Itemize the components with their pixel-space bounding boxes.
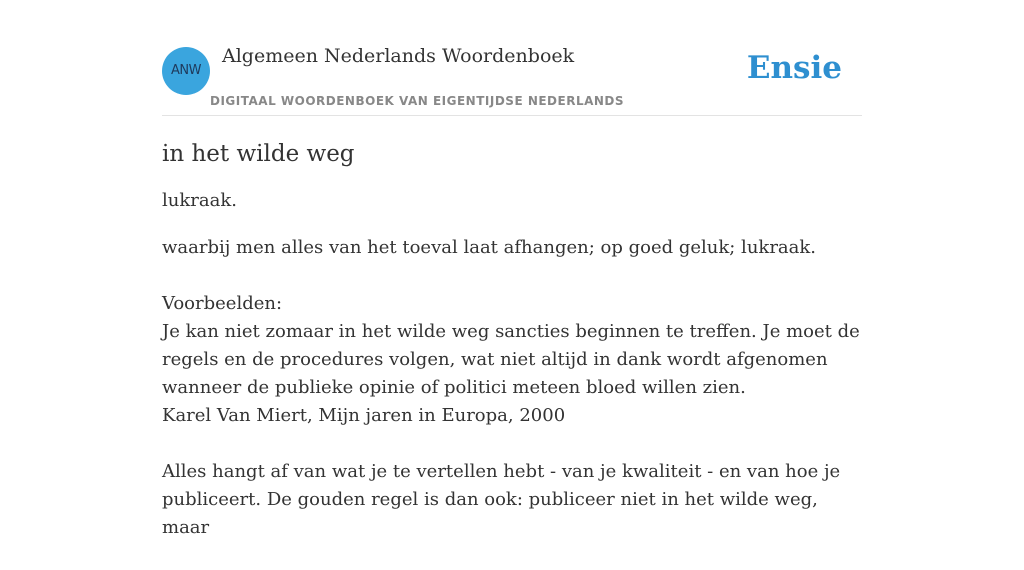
entry-content — [162, 136, 862, 570]
dictionary-subtitle: DIGITAAL WOORDENBOEK VAN EIGENTIJDSE NEDERLANDS — [210, 94, 625, 108]
examples-label: Voorbeelden: — [162, 293, 283, 314]
example-text: Alles hangt af van wat je te vertellen hebt - van je kwaliteit - en van hoe je publiceert. De gouden regel is dan ook: publiceer niet in het wilde weg, maar — [162, 461, 841, 538]
long-definition: waarbij men alles van het toeval laat afhangen; op goed geluk; lukraak. — [162, 237, 817, 258]
entry-term: in het wilde weg — [162, 141, 355, 167]
anw-logo[interactable]: ANW — [162, 47, 210, 95]
example-text: Je kan niet zomaar in het wilde weg sancties beginnen te treffen. Je moet de regels en de procedures volgen, wat niet altijd in dank wordt afgenomen wanneer de publieke opinie of politici meteen bloed willen zien. — [162, 321, 860, 398]
example-item — [162, 458, 862, 542]
short-definition: lukraak. — [162, 190, 237, 211]
example-source: Karel Van Miert, Mijn jaren in Europa, 2000 — [162, 405, 566, 426]
examples-section — [162, 290, 862, 542]
site-header — [162, 40, 862, 116]
ensie-brand-logo[interactable]: Ensie — [746, 50, 842, 86]
dictionary-title[interactable]: Algemeen Nederlands Woordenboek — [222, 45, 575, 67]
example-item — [162, 318, 862, 430]
